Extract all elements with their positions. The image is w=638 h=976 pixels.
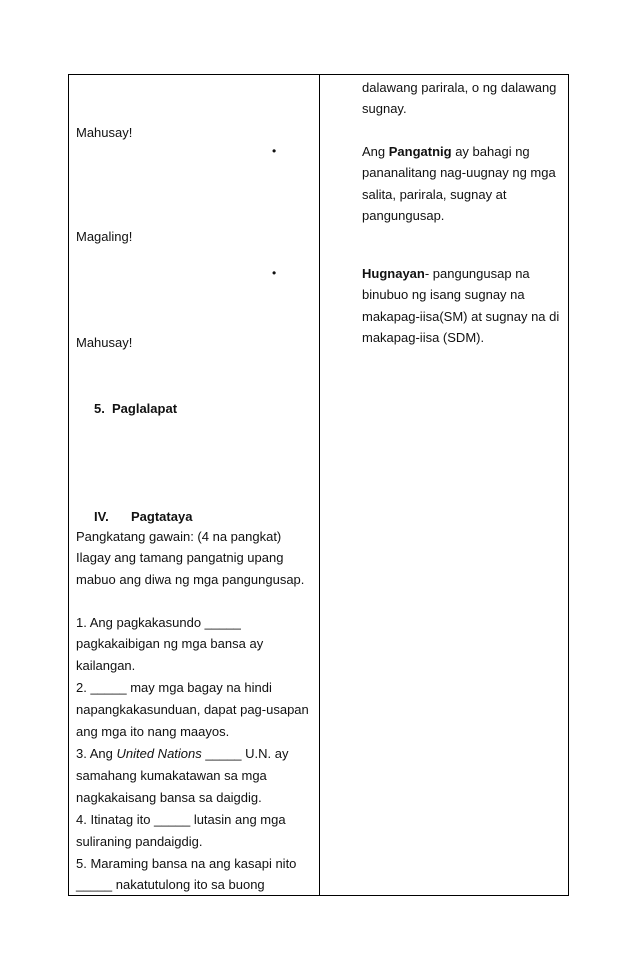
section-pagtataya-number: IV. <box>94 509 109 524</box>
definition-line: makapag-iisa(SM) at sugnay na di <box>362 309 560 324</box>
definition-line: pangungusap. <box>362 208 445 223</box>
exercise-line: ang mga ito nang maayos. <box>76 724 230 739</box>
instruction-line: mabuo ang diwa ng mga pangungusap. <box>76 572 305 587</box>
exercise-line: 2. _____ may mga bagay na hindi <box>76 680 272 695</box>
term-pangatnig: Pangatnig <box>388 144 452 159</box>
definition-line: dalawang parirala, o ng dalawang <box>362 80 557 95</box>
definition-line: pananalitang nag-uugnay ng mga <box>362 165 556 180</box>
exercise-line: napangkakasunduan, dapat pag-usapan <box>76 702 309 717</box>
exercise-line: kailangan. <box>76 658 136 673</box>
bullet-icon: • <box>272 266 277 280</box>
exercise-line: suliraning pandaigdig. <box>76 834 203 849</box>
hugnayan-definition: Hugnayan- pangungusap na <box>362 266 530 281</box>
exercise-line: 4. Itinatag ito _____ lutasin ang mga <box>76 812 286 827</box>
exercise-line: samahang kumakatawan sa mga <box>76 768 267 783</box>
definition-line: salita, parirala, sugnay at <box>362 187 507 202</box>
exercise-line: pagkakaibigan ng mga bansa ay <box>76 636 264 651</box>
exercise-line: nagkakaisang bansa sa daigdig. <box>76 790 262 805</box>
exercise-line: 1. Ang pagkakasundo _____ <box>76 615 241 630</box>
term-hugnayan: Hugnayan <box>362 266 425 281</box>
bullet-icon: • <box>272 144 277 158</box>
definition-line: sugnay. <box>362 101 407 116</box>
exercise-line: _____ nakatutulong ito sa buong <box>76 877 265 892</box>
praise-magaling: Magaling! <box>76 229 133 244</box>
column-divider <box>319 75 320 895</box>
instruction-line: Ilagay ang tamang pangatnig upang <box>76 550 284 565</box>
exercise-item-3: 3. Ang United Nations _____ U.N. ay <box>76 746 289 761</box>
exercise-line: 5. Maraming bansa na ang kasapi nito <box>76 856 297 871</box>
section-paglalapat-number: 5. <box>94 401 105 416</box>
section-paglalapat-heading: Paglalapat <box>112 401 178 416</box>
definition-line: binubuo ng isang sugnay na <box>362 287 525 302</box>
instruction-line: Pangkatang gawain: (4 na pangkat) <box>76 529 282 544</box>
praise-mahusay-2: Mahusay! <box>76 335 133 350</box>
section-pagtataya-heading: Pagtataya <box>131 509 193 524</box>
definition-line: makapag-iisa (SDM). <box>362 330 485 345</box>
united-nations-italic: United Nations <box>116 746 202 761</box>
pangatnig-definition: Ang Pangatnig ay bahagi ng <box>362 144 530 159</box>
praise-mahusay-1: Mahusay! <box>76 125 133 140</box>
